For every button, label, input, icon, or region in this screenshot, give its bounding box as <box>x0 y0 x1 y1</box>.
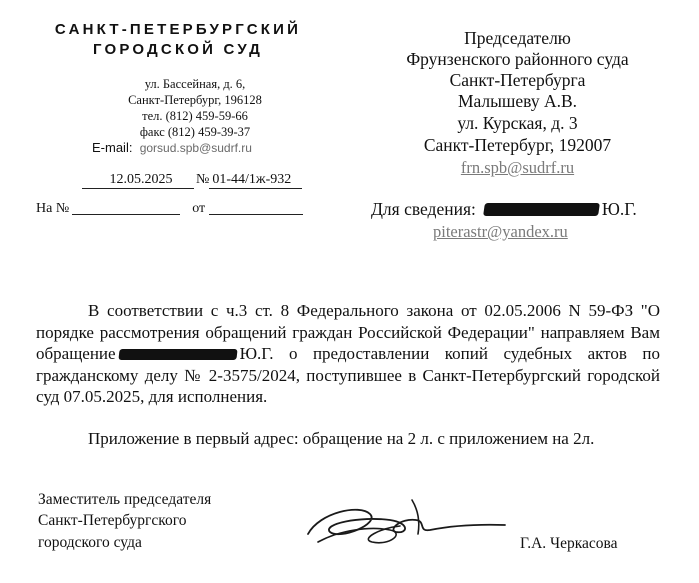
info-copy-row <box>371 199 637 220</box>
registration-number-label: № <box>196 172 210 187</box>
info-copy-email-row <box>433 222 568 242</box>
body-paragraph <box>36 300 660 408</box>
sender-phone: тел. (812) 459-59-66 <box>142 109 248 123</box>
signer-name: Г.А. Черкасова <box>520 535 618 552</box>
recipient-line5: ул. Курская, д. 3 <box>457 113 578 133</box>
info-copy-initials: Ю.Г. <box>601 199 637 219</box>
sender-address-street: ул. Бассейная, д. 6, <box>144 77 246 91</box>
reference-row <box>36 201 303 217</box>
court-name-line2: ГОРОДСКОЙ СУД <box>92 41 264 58</box>
recipient-email-link[interactable]: frn.spb@sudrf.ru <box>460 158 575 177</box>
recipient-line3: Санкт-Петербурга <box>449 70 586 90</box>
recipient-line2: Фрунзенского районного суда <box>406 49 629 69</box>
reference-label: На № <box>36 201 70 216</box>
info-copy-label: Для сведения: <box>371 199 476 219</box>
body-text-part2: Ю.Г. о предоставлении копий судебных актов по гражданскому делу № 2-3575/2024, поступившее в Санкт-Петербургский городской суд 07.05.2025, для исполнения. <box>36 344 660 406</box>
registration-row <box>82 172 302 189</box>
sender-email: gorsud.spb@sudrf.ru <box>139 141 252 155</box>
sender-email-row <box>92 140 252 156</box>
attachment-note: Приложение в первый адрес: обращение на 2 л. с приложением на 2л. <box>88 429 595 448</box>
signer-title-line2: Санкт-Петербургского <box>38 512 187 529</box>
reference-from-label: от <box>192 201 206 216</box>
reference-number-blank <box>72 201 180 215</box>
redaction-bar <box>118 349 237 360</box>
recipient-line6: Санкт-Петербург, 192007 <box>423 135 612 155</box>
recipient-line1: Председателю <box>464 28 571 48</box>
info-copy-email-link[interactable]: piterastr@yandex.ru <box>433 222 568 241</box>
recipient-email-row <box>360 157 675 178</box>
court-name-line1: САНКТ-ПЕТЕРБУРГСКИЙ <box>54 21 302 38</box>
recipient-line4: Малышеву А.В. <box>457 91 578 111</box>
signer-title-line3: городского суда <box>38 534 142 551</box>
sender-email-label: E-mail: <box>92 140 133 155</box>
body-text-part1: В соответствии с ч.3 ст. 8 Федерального закона от 02.05.2006 N 59-ФЗ "О порядке рассмотрения обращений граждан Российской Федерации" направляем Вам обращение <box>36 301 660 363</box>
sender-fax: факс (812) 459-39-37 <box>139 125 251 139</box>
registration-date: 12.05.2025 <box>82 172 194 189</box>
redaction-bar <box>483 203 600 216</box>
sender-address-city: Санкт-Петербург, 196128 <box>128 93 262 107</box>
handwritten-signature <box>300 490 510 560</box>
registration-number: 01-44/1ж-932 <box>209 172 302 189</box>
reference-date-blank <box>209 201 303 215</box>
signer-title-line1: Заместитель председателя <box>38 491 212 508</box>
